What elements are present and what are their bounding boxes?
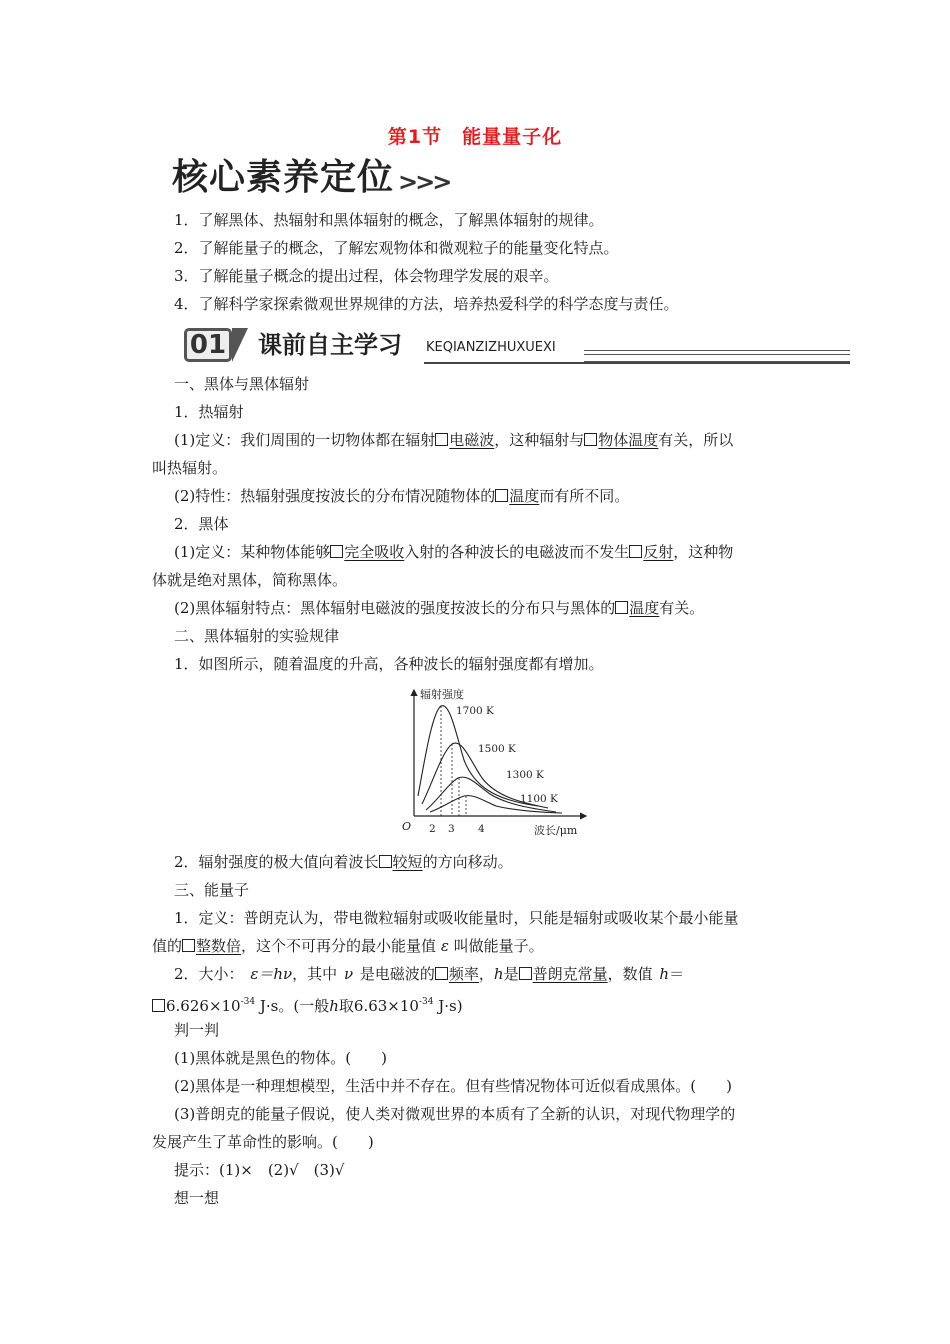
answer-box-icon bbox=[152, 999, 165, 1012]
answer-box-icon bbox=[182, 939, 195, 952]
blackbody-definition-cont: 体就是绝对黑体，简称黑体。 bbox=[152, 571, 348, 589]
origin-label: O bbox=[402, 820, 412, 833]
subheading-blackbody: 2．黑体 bbox=[174, 515, 229, 533]
thermal-radiation-definition: (1)定义：我们周围的一切物体都在辐射 电磁波，这种辐射与 物体温度有关，所以 bbox=[174, 431, 734, 449]
section-subtitle: KEQIANZIZHUXUEXI bbox=[426, 340, 556, 355]
judge-question-1: (1)黑体就是黑色的物体。( ) bbox=[174, 1049, 387, 1067]
blackbody-radiation-feature: (2)黑体辐射特点：黑体辐射电磁波的强度按波长的分布只与黑体的 温度有关。 bbox=[174, 599, 705, 617]
section-banner bbox=[184, 328, 850, 366]
experimental-law-item-1: 1．如图所示，随着温度的升高，各种波长的辐射强度都有增加。 bbox=[174, 655, 604, 673]
heading-judge: 判一判 bbox=[174, 1021, 220, 1039]
energy-quantum-size: 2．大小： ε＝hν，其中 ν 是电磁波的 频率，h是 普朗克常量，数值 h＝ bbox=[174, 965, 685, 983]
judge-question-3: (3)普朗克的能量子假说，使人类对微观世界的本质有了全新的认识，对现代物理学的 bbox=[174, 1105, 736, 1123]
answer-blank: 普朗克常量 bbox=[532, 965, 608, 983]
answer-box-icon bbox=[519, 967, 532, 980]
banner-slant-decoration bbox=[232, 328, 248, 362]
thermal-radiation-property: (2)特性：热辐射强度按波长的分布情况随物体的 温度而有所不同。 bbox=[174, 487, 630, 505]
answer-box-icon bbox=[615, 601, 628, 614]
energy-quantum-definition-cont: 值的 整数倍，这个不可再分的最小能量值 ε 叫做能量子。 bbox=[152, 937, 544, 955]
core-literacy-heading: 核心素养定位 bbox=[172, 157, 395, 198]
planck-constant-value: $6.626\times 10^{-34}$ J·s。(一般h取$6.63\times 10^{-34}$ J·s) bbox=[152, 992, 463, 1016]
answer-blank: 温度 bbox=[509, 487, 540, 505]
y-axis-label: 辐射强度 bbox=[420, 688, 464, 701]
experimental-law-item-2: 2．辐射强度的极大值向着波长 较短的方向移动。 bbox=[174, 853, 513, 871]
answer-blank: 完全吸收 bbox=[344, 543, 405, 561]
heading-experimental-law: 二、黑体辐射的实验规律 bbox=[174, 627, 340, 645]
answer-box-icon bbox=[495, 489, 508, 502]
curve-label-1700k: 1700 K bbox=[456, 705, 494, 717]
answer-blank: 频率 bbox=[448, 965, 479, 983]
answer-box-icon bbox=[379, 855, 392, 868]
section-title: 课前自主学习 bbox=[258, 331, 402, 359]
x-tick-3: 3 bbox=[448, 823, 455, 835]
energy-quantum-definition: 1．定义：普朗克认为，带电微粒辐射或吸收能量时，只能是辐射或吸收某个最小能量 bbox=[174, 909, 739, 927]
judge-question-2: (2)黑体是一种理想模型，生活中并不存在。但有些情况物体可近似看成黑体。( ) bbox=[174, 1077, 732, 1095]
answer-box-icon bbox=[435, 967, 448, 980]
curve-label-1300k: 1300 K bbox=[506, 769, 544, 781]
curve-1700k bbox=[418, 706, 538, 806]
blackbody-radiation-figure bbox=[398, 684, 594, 842]
objective-2: 2．了解能量子的概念，了解宏观物体和微观粒子的能量变化特点。 bbox=[174, 239, 619, 257]
answer-box-icon bbox=[435, 433, 448, 446]
answer-blank: 物体温度 bbox=[598, 431, 659, 449]
answer-blank: 反射 bbox=[643, 543, 674, 561]
judge-question-3-cont: 发展产生了革命性的影响。( ) bbox=[152, 1133, 374, 1151]
heading-blackbody: 一、黑体与黑体辐射 bbox=[174, 375, 310, 393]
answer-blank: 温度 bbox=[629, 599, 660, 617]
objective-4: 4．了解科学家探索微观世界规律的方法，培养热爱科学的科学态度与责任。 bbox=[174, 295, 679, 313]
subheading-thermal-radiation: 1．热辐射 bbox=[174, 403, 244, 421]
page-title: 第1节 能量量子化 bbox=[387, 126, 563, 148]
radiation-curves-svg bbox=[398, 684, 594, 842]
triple-chevron-icon: >>> bbox=[398, 168, 450, 196]
answer-blank: 整数倍 bbox=[196, 937, 242, 955]
core-literacy-banner bbox=[172, 154, 449, 200]
x-tick-2: 2 bbox=[429, 823, 436, 835]
heading-energy-quantum: 三、能量子 bbox=[174, 881, 250, 899]
thermal-radiation-definition-cont: 叫热辐射。 bbox=[152, 459, 228, 477]
curve-label-1100k: 1100 K bbox=[520, 793, 558, 805]
objective-3: 3．了解能量子概念的提出过程，体会物理学发展的艰辛。 bbox=[174, 267, 559, 285]
objective-1: 1．了解黑体、热辐射和黑体辐射的概念，了解黑体辐射的规律。 bbox=[174, 211, 604, 229]
answer-box-icon bbox=[584, 433, 597, 446]
heading-think: 想一想 bbox=[174, 1189, 220, 1207]
blackbody-definition: (1)定义：某种物体能够 完全吸收入射的各种波长的电磁波而不发生 反射，这种物 bbox=[174, 543, 734, 561]
banner-underline bbox=[424, 362, 850, 364]
answer-blank: 较短 bbox=[392, 853, 423, 871]
answer-blank: 电磁波 bbox=[449, 431, 495, 449]
answer-box-icon bbox=[629, 545, 642, 558]
answer-box-icon bbox=[330, 545, 343, 558]
banner-rule-lines bbox=[584, 350, 850, 362]
section-number: 01 bbox=[184, 328, 232, 362]
x-axis-label: 波长/μm bbox=[534, 824, 578, 837]
judge-hint: 提示：(1)× (2)√ (3)√ bbox=[174, 1161, 345, 1179]
x-tick-4: 4 bbox=[478, 823, 485, 835]
curve-label-1500k: 1500 K bbox=[478, 743, 516, 755]
